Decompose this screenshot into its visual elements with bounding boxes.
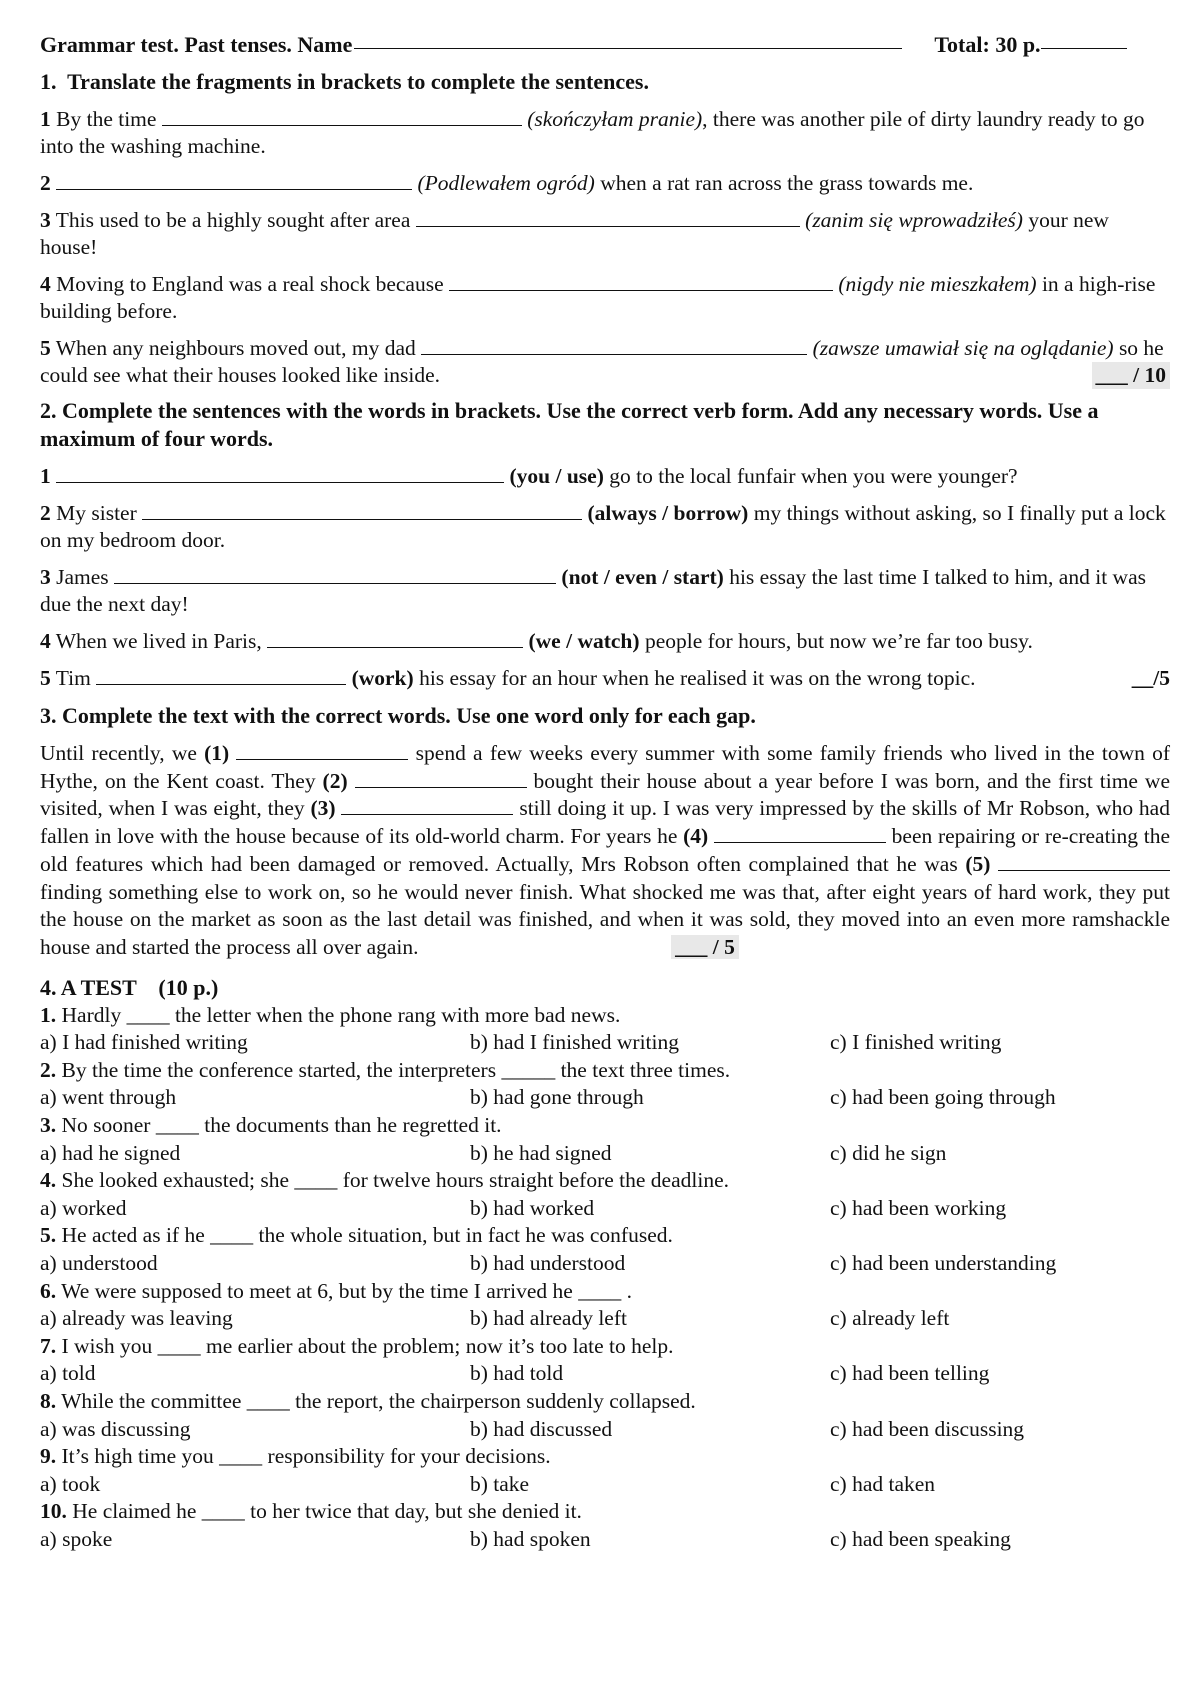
gap-2[interactable]: [355, 769, 527, 788]
option-b[interactable]: b) had spoken: [470, 1526, 591, 1551]
answer-blank[interactable]: [421, 336, 807, 355]
option-a[interactable]: a) spoke: [40, 1526, 113, 1551]
option-a[interactable]: a) already was leaving: [40, 1306, 233, 1331]
total-field[interactable]: [1041, 48, 1127, 49]
gap-3[interactable]: [341, 796, 513, 815]
answer-blank[interactable]: [142, 501, 582, 520]
s1-item-5: 5 When any neighbours moved out, my dad (zawsze umawiał się na oglądanie) so he could see what their houses looked like inside. ___ / 10: [40, 335, 1170, 389]
answer-blank[interactable]: [267, 629, 523, 648]
option-c[interactable]: c) already left: [830, 1306, 950, 1331]
s1-item-1: 1 By the time (skończyłam pranie), there was another pile of dirty laundry ready to go into the washing machine.: [40, 107, 1145, 158]
option-c[interactable]: c) had been speaking: [830, 1526, 1011, 1551]
option-c[interactable]: c) had been telling: [830, 1361, 990, 1386]
option-a[interactable]: a) was discussing: [40, 1416, 191, 1441]
section-4-heading: 4. A TEST (10 p.): [40, 974, 219, 1000]
gap-4[interactable]: [714, 824, 886, 843]
option-a[interactable]: a) told: [40, 1361, 96, 1386]
option-b[interactable]: b) had already left: [470, 1306, 627, 1331]
mc-question: 3. No sooner ____ the documents than he regretted it. a) had he signed b) he had signed c) did he sign: [40, 1112, 1170, 1167]
answer-blank[interactable]: [416, 208, 800, 227]
section-3-score: ___ / 5: [671, 935, 739, 959]
option-a[interactable]: a) went through: [40, 1085, 177, 1110]
answer-blank[interactable]: [96, 666, 346, 685]
option-b[interactable]: b) had told: [470, 1361, 564, 1386]
option-c[interactable]: c) had been working: [830, 1195, 1007, 1220]
section-3-text: Until recently, we (1) spend a few weeks every summer with some family friends who lived in the town of Hythe, on the Kent coast. They (2) bought their house about a year before I was born, and the first time we visited, when I was eight, they (3) still doing it up. I was very impressed by the skills of Mr Robson, who had fallen in love with the house because of its old-world charm. For years he (4) been repairing or re-creating the old features which had been damaged or removed. Actually, Mrs Robson often complained that he was (5) finding something else to work on, so he would never finish. What shocked me was that, after eight years of hard work, they put the house on the market as soon as the last detail was finished, and when it was sold, they moved into an even more ramshackle house and started the process all over again. ___ / 5: [40, 741, 1171, 959]
section-1-heading: 1. Translate the fragments in brackets to complete the sentences.: [40, 69, 649, 94]
s1-item-3: 3 This used to be a highly sought after area (zanim się wprowadziłeś) your new house!: [40, 208, 1109, 259]
option-c[interactable]: c) I finished writing: [830, 1030, 1002, 1055]
test-title: Grammar test. Past tenses. Name: [40, 32, 353, 57]
answer-blank[interactable]: [449, 272, 833, 291]
option-a[interactable]: a) worked: [40, 1195, 127, 1220]
header: [40, 32, 1170, 64]
option-b[interactable]: b) had understood: [470, 1250, 626, 1275]
mc-question: 4. She looked exhausted; she ____ for twelve hours straight before the deadline. a) worked b) had worked c) had been working: [40, 1167, 1170, 1222]
answer-blank[interactable]: [162, 107, 522, 126]
worksheet: [40, 32, 1170, 1554]
name-field[interactable]: [354, 48, 902, 49]
answer-blank[interactable]: [56, 464, 504, 483]
option-b[interactable]: b) had gone through: [470, 1085, 644, 1110]
answer-blank[interactable]: [56, 171, 412, 190]
mc-question: 8. While the committee ____ the report, the chairperson suddenly collapsed. a) was discussing b) had discussed c) had been discussing: [40, 1388, 1170, 1443]
option-b[interactable]: b) had discussed: [470, 1416, 613, 1441]
option-c[interactable]: c) did he sign: [830, 1140, 947, 1165]
s2-item-4: 4 When we lived in Paris, (we / watch) people for hours, but now we’re far too busy.: [40, 629, 1033, 653]
mc-question: 1. Hardly ____ the letter when the phone rang with more bad news. a) I had finished writing b) had I finished writing c) I finished writing: [40, 1002, 1170, 1057]
s1-item-4: 4 Moving to England was a real shock because (nigdy nie mieszkałem) in a high-rise building before.: [40, 272, 1156, 323]
option-c[interactable]: c) had been discussing: [830, 1416, 1025, 1441]
s2-item-5: 5 Tim (work) his essay for an hour when he realised it was on the wrong topic. __/5: [40, 666, 1170, 690]
gap-5[interactable]: [998, 852, 1170, 871]
s2-item-2: 2 My sister (always / borrow) my things without asking, so I finally put a lock on my bedroom door.: [40, 501, 1166, 552]
s2-item-1: 1 (you / use) go to the local funfair when you were younger?: [40, 464, 1018, 488]
option-c[interactable]: c) had taken: [830, 1471, 936, 1496]
option-b[interactable]: b) take: [470, 1471, 530, 1496]
section-3-heading: 3. Complete the text with the correct words. Use one word only for each gap.: [40, 703, 756, 728]
option-a[interactable]: a) took: [40, 1471, 101, 1496]
section-1-score: ___ / 10: [1092, 362, 1170, 389]
mc-question: 7. I wish you ____ me earlier about the problem; now it’s too late to help. a) told b) had told c) had been telling: [40, 1333, 1170, 1388]
section-2-heading: 2. Complete the sentences with the words in brackets. Use the correct verb form. Add any necessary words. Use a maximum of four words.: [40, 398, 1099, 451]
option-b[interactable]: b) had worked: [470, 1195, 595, 1220]
option-c[interactable]: c) had been understanding: [830, 1250, 1057, 1275]
mc-question: 5. He acted as if he ____ the whole situation, but in fact he was confused. a) understood b) had understood c) had been understanding: [40, 1222, 1170, 1277]
option-b[interactable]: b) he had signed: [470, 1140, 612, 1165]
option-a[interactable]: a) understood: [40, 1250, 158, 1275]
option-a[interactable]: a) had he signed: [40, 1140, 181, 1165]
gap-1[interactable]: [236, 741, 408, 760]
total-label: Total: 30 p.: [934, 32, 1041, 57]
s2-item-3: 3 James (not / even / start) his essay the last time I talked to him, and it was due the next day!: [40, 565, 1146, 616]
option-b[interactable]: b) had I finished writing: [470, 1030, 679, 1055]
section-2-score: __/5: [1131, 666, 1170, 690]
mc-question: 6. We were supposed to meet at 6, but by the time I arrived he ____ . a) already was leaving b) had already left c) already left: [40, 1278, 1170, 1333]
answer-blank[interactable]: [114, 565, 556, 584]
s1-item-2: 2 (Podlewałem ogród) when a rat ran across the grass towards me.: [40, 171, 974, 195]
mc-question: 9. It’s high time you ____ responsibility for your decisions. a) took b) take c) had taken: [40, 1443, 1170, 1498]
mc-question: 2. By the time the conference started, the interpreters _____ the text three times. a) went through b) had gone through c) had been going through: [40, 1057, 1170, 1112]
option-a[interactable]: a) I had finished writing: [40, 1030, 248, 1055]
mc-question: 10. He claimed he ____ to her twice that day, but she denied it. a) spoke b) had spoken c) had been speaking: [40, 1498, 1170, 1553]
option-c[interactable]: c) had been going through: [830, 1085, 1056, 1110]
